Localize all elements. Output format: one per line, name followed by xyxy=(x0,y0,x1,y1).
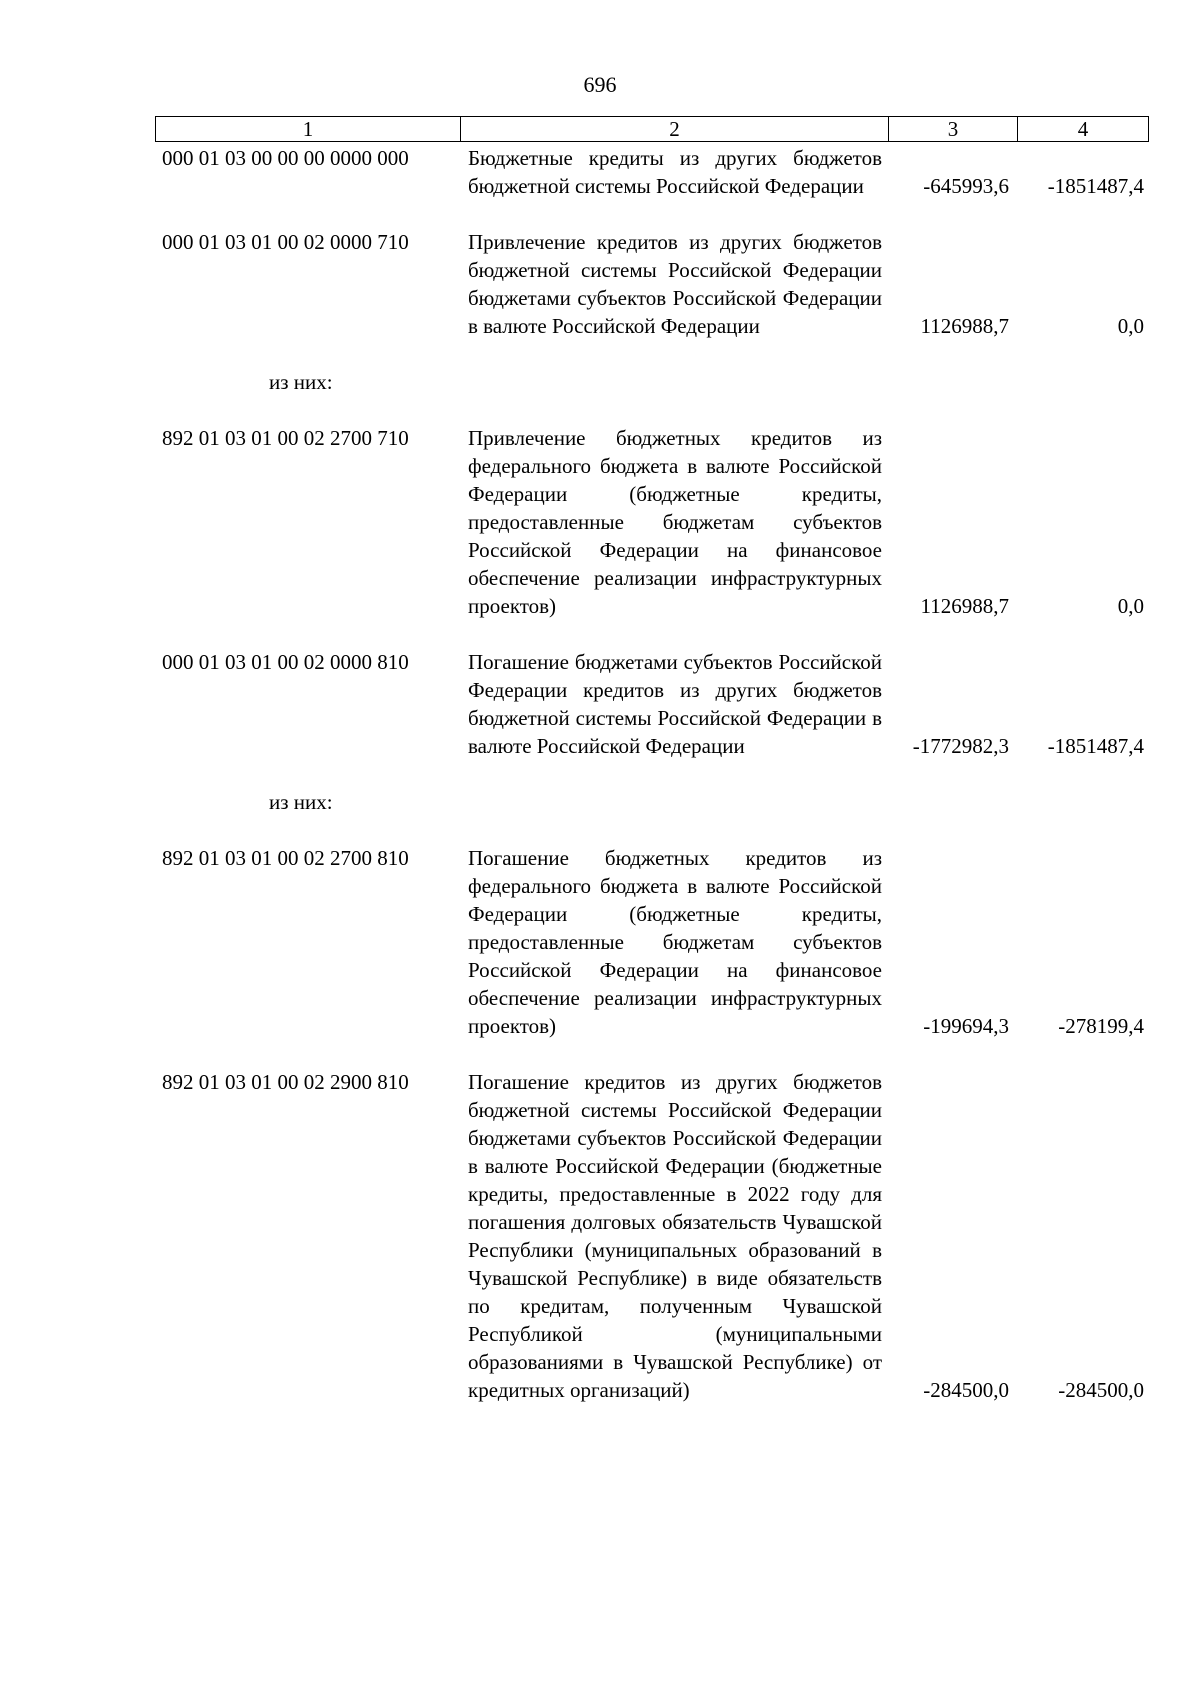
row-value-col4: 0,0 xyxy=(1117,314,1144,338)
row-description: Привлечение бюджетных кредитов из федерального бюджета в валюте Российской Федерации (бюджетные кредиты, предоставленные бюджетам субъектов Российской Федерации на финансовое обеспечение реализации инфраструктурных проектов) xyxy=(468,426,882,618)
row-code: 000 01 03 01 00 02 0000 710 xyxy=(162,230,409,254)
table-row xyxy=(155,144,1148,200)
table-row xyxy=(155,1068,1148,1404)
row-code: 892 01 03 01 00 02 2900 810 xyxy=(162,1070,409,1094)
row-code: 892 01 03 01 00 02 2700 710 xyxy=(162,426,409,450)
row-code: 000 01 03 00 00 00 0000 000 xyxy=(162,146,409,170)
page-number: 696 xyxy=(583,72,617,97)
row-value-col3: -1772982,3 xyxy=(912,734,1009,758)
row-value-col3: -645993,6 xyxy=(923,174,1009,198)
table-row xyxy=(155,228,1148,340)
column-header-1: 1 xyxy=(156,117,461,142)
column-header-3: 3 xyxy=(889,117,1018,142)
table-body xyxy=(155,144,1148,1432)
table-row xyxy=(155,648,1148,760)
row-value-col3: -199694,3 xyxy=(923,1014,1009,1038)
row-value-col4: -278199,4 xyxy=(1058,1014,1144,1038)
row-code: 000 01 03 01 00 02 0000 810 xyxy=(162,650,409,674)
row-description: Погашение бюджетами субъектов Российской Федерации кредитов из других бюджетов бюджетной системы Российской Федерации в валюте Российской Федерации xyxy=(468,650,882,758)
row-value-col3: 1126988,7 xyxy=(920,314,1009,338)
row-code: 892 01 03 01 00 02 2700 810 xyxy=(162,846,409,870)
column-header-2: 2 xyxy=(461,117,889,142)
table-row xyxy=(155,424,1148,620)
row-description: Бюджетные кредиты из других бюджетов бюджетной системы Российской Федерации xyxy=(468,146,882,198)
subitems-note: из них: xyxy=(269,370,333,394)
row-value-col4: -1851487,4 xyxy=(1047,174,1144,198)
row-value-col3: -284500,0 xyxy=(923,1378,1009,1402)
row-value-col4: -1851487,4 xyxy=(1047,734,1144,758)
row-value-col4: -284500,0 xyxy=(1058,1378,1144,1402)
column-header-4: 4 xyxy=(1018,117,1149,142)
row-description: Привлечение кредитов из других бюджетов бюджетной системы Российской Федерации бюджетами субъектов Российской Федерации в валюте Российской Федерации xyxy=(468,230,882,338)
row-description: Погашение бюджетных кредитов из федерального бюджета в валюте Российской Федерации (бюджетные кредиты, предоставленные бюджетам субъектов Российской Федерации на финансовое обеспечение реализации инфраструктурных проектов) xyxy=(468,846,882,1038)
table-row xyxy=(155,844,1148,1040)
row-value-col3: 1126988,7 xyxy=(920,594,1009,618)
subitems-note: из них: xyxy=(269,790,333,814)
table-header xyxy=(155,116,1149,142)
row-value-col4: 0,0 xyxy=(1117,594,1144,618)
row-description: Погашение кредитов из других бюджетов бюджетной системы Российской Федерации бюджетами субъектов Российской Федерации в валюте Российской Федерации (бюджетные кредиты, предоставленные в 2022 году для погашения долговых обязательств Чувашской Республики (муниципальных образований в Чувашской Республике) в виде обязательств по кредитам, полученным Чувашской Республикой (муниципальными образованиями в Чувашской Республике) от кредитных организаций) xyxy=(468,1070,882,1402)
